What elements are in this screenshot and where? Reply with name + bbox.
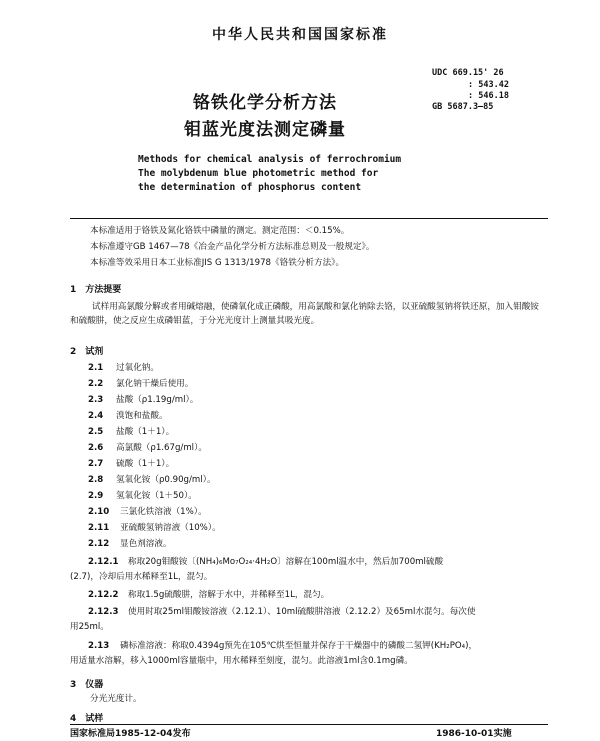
reagent-item [88, 362, 159, 375]
section-3-heading: 3 仪器 [70, 680, 104, 690]
item-text: 高氯酸（ρ1.67g/ml）。 [116, 443, 207, 453]
item-text: 称取1.5g硫酸肼，溶解于水中，并稀释至1L，混匀。 [128, 590, 330, 600]
reagent-item [88, 506, 207, 519]
item-text: 过氧化钠。 [116, 363, 159, 373]
item-text: 溴饱和盐酸。 [116, 411, 168, 421]
standard-body-title: 中华人民共和国国家标准 [212, 27, 388, 43]
title-cn-line1: 铬铁化学分析方法 [193, 93, 337, 113]
item-text: 磷标准溶液：称取0.4394g预先在105℃烘至恒量并保存于干燥器中的磷酸二氢钾(KH₂PO₄)， [120, 641, 478, 651]
reagent-item [88, 522, 221, 535]
item-number: 2.4 [88, 411, 104, 421]
section-4-heading: 4 试样 [70, 714, 104, 724]
item-text: 显色剂溶液。 [120, 539, 172, 549]
item-continuation: 用适量水溶解，移入1000ml容量瓶中，用水稀释至刻度，混匀。此溶液1ml含0.1mg磷。 [70, 656, 413, 666]
item-text: 盐酸（1＋1）。 [116, 427, 175, 437]
item-number: 2.1 [88, 363, 104, 373]
reagent-item [88, 640, 477, 653]
item-number: 2.9 [88, 491, 104, 501]
item-number: 2.10 [88, 507, 110, 517]
item-number: 2.8 [88, 475, 104, 485]
intro-compliance: 本标准遵守GB 1467—78《冶金产品化学分析方法标准总则及一般规定》。 [90, 242, 375, 252]
item-number: 2.5 [88, 427, 104, 437]
item-number: 2.12.3 [88, 607, 119, 617]
reagent-subitem [88, 606, 475, 619]
item-text: 氢氧化铵（ρ0.90g/ml）。 [116, 475, 216, 485]
item-number: 2.12.1 [88, 557, 119, 567]
section-1-body: 试样用高氯酸分解或者用碱熔融，使磷氧化成正磷酸，用高氯酸和氯化钠除去铬，以亚硫酸氢钠将铁还原，加入钼酸铵和硫酸肼，使之反应生成磷钼蓝，于分光光度计上测量其吸光度。 [70, 302, 539, 326]
issue-date: 国家标准局1985-12-04发布 [70, 729, 191, 739]
udc-line: UDC 669.15' 26 [432, 68, 504, 78]
section-1-heading: 1 方法提要 [70, 285, 122, 295]
udc-line: : 543.42 [468, 79, 509, 90]
reagent-subitem [88, 556, 443, 569]
reagent-item [88, 474, 216, 487]
udc-line: : 546.18 [468, 91, 509, 101]
item-text: 三氯化铁溶液（1%）。 [120, 507, 207, 517]
item-number: 2.7 [88, 459, 104, 469]
item-text: 氯化钠干燥后使用。 [116, 379, 194, 389]
reagent-item [88, 394, 198, 407]
item-text: 盐酸（ρ1.19g/ml）。 [116, 395, 199, 405]
effective-date: 1986-10-01实施 [436, 729, 512, 739]
item-continuation: 用25ml。 [70, 622, 109, 632]
item-number: 2.2 [88, 379, 104, 389]
item-number: 2.12 [88, 539, 110, 549]
item-text: 称取20g钼酸铵〔(NH₄)₆Mo₇O₂₄·4H₂O〕溶解在100ml温水中，然后加700ml硫酸 [128, 557, 444, 567]
title-en-line3: the determination of phosphorus content [138, 182, 362, 193]
title-en-line2: The molybdenum blue photometric method for [138, 168, 379, 179]
item-number: 2.6 [88, 443, 104, 453]
reagent-item [88, 378, 193, 391]
section-2-heading: 2 试剂 [70, 347, 104, 357]
reagent-item [88, 426, 174, 439]
reagent-item [88, 458, 174, 471]
divider-bottom [70, 724, 548, 725]
intro-scope: 本标准适用于铬铁及氮化铬铁中磷量的测定。测定范围：＜0.15%。 [90, 226, 350, 236]
gb-code: GB 5687.3—85 [432, 102, 494, 112]
item-continuation: (2.7)，冷却后用水稀释至1L，混匀。 [70, 572, 213, 582]
divider-top [70, 218, 548, 219]
item-text: 使用时取25ml钼酸铵溶液（2.12.1）、10ml硫酸肼溶液（2.12.2）及65ml水混匀。每次使 [128, 607, 476, 617]
item-number: 2.12.2 [88, 590, 119, 600]
item-text: 硫酸（1＋1）。 [116, 459, 175, 469]
item-text: 氢氧化铵（1＋50）。 [116, 491, 197, 501]
reagent-item [88, 410, 168, 423]
reagent-item [88, 490, 197, 503]
title-cn-line2: 钼蓝光度法测定磷量 [184, 120, 346, 140]
item-text: 亚硫酸氢钠溶液（10%）。 [120, 523, 221, 533]
item-number: 2.11 [88, 523, 110, 533]
item-number: 2.3 [88, 395, 104, 405]
title-en-line1: Methods for chemical analysis of ferrochromium [138, 154, 402, 165]
reagent-item [88, 442, 207, 455]
reagent-subitem [88, 589, 329, 602]
section-3-body: 分光光度计。 [90, 694, 142, 704]
item-number: 2.13 [88, 641, 110, 651]
intro-equivalence: 本标准等效采用日本工业标准JIS G 1313/1978《铬铁分析方法》。 [90, 258, 345, 268]
reagent-item [88, 538, 172, 551]
